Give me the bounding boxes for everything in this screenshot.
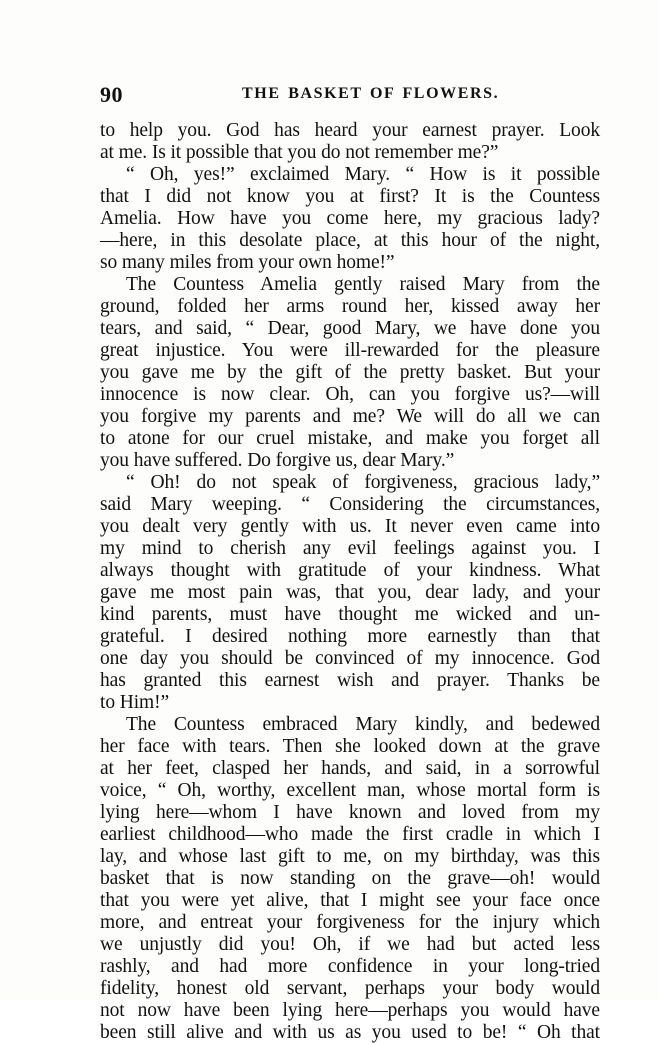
text-line: to atone for our cruel mistake, and make you forget all [100,428,600,449]
text-line: The Countess Amelia gently raised Mary from the [126,274,600,295]
running-title: THE BASKET OF FLOWERS. [242,85,500,102]
text-line: lying here—whom I have known and loved from my [100,802,600,823]
text-line: so many miles from your own home!” [100,252,395,273]
text-line: has granted this earnest wish and prayer. Thanks be [100,670,600,691]
text-line: voice, “ Oh, worthy, excellent man, whose mortal form is [100,780,600,801]
text-line: at me. Is it possible that you do not remember me?” [100,142,499,163]
text-line: great injustice. You were ill-rewarded for the pleasure [100,340,600,361]
text-line: always thought with gratitude of your kindness. What [100,560,600,581]
text-line: earliest childhood—who made the first cradle in which I [100,824,600,845]
text-line: Amelia. How have you come here, my gracious lady? [100,208,600,229]
text-line: basket that is now standing on the grave—oh! would [100,868,600,889]
text-line: tears, and said, “ Dear, good Mary, we have done you [100,318,600,339]
text-line: not now have been lying here—perhaps you would have [100,1000,600,1021]
text-line: to help you. God has heard your earnest prayer. Look [100,120,600,141]
text-line: one day you should be convinced of my innocence. God [100,648,600,669]
text-line: we unjustly did you! Oh, if we had but acted less [100,934,600,955]
text-line: been still alive and with us as you used to be! “ Oh that [100,1022,600,1043]
text-line: you forgive my parents and me? We will do all we can [100,406,600,427]
text-line: kind parents, must have thought me wicked and un- [100,604,600,625]
text-line: more, and entreat your forgiveness for the injury which [100,912,600,933]
text-line: rashly, and had more confidence in your long-tried [100,956,600,977]
running-header [100,82,620,110]
body-text [100,120,600,1044]
text-line: fidelity, honest old servant, perhaps your body would [100,978,600,999]
text-line: my mind to cherish any evil feelings against you. I [100,538,600,559]
text-line: innocence is now clear. Oh, can you forgive us?—will [100,384,600,405]
text-line: to Him!” [100,692,170,713]
text-line: you gave me by the gift of the pretty basket. But your [100,362,600,383]
text-line: lay, and whose last gift to me, on my birthday, was this [100,846,600,867]
text-line: ground, folded her arms round her, kissed away her [100,296,600,317]
text-line: said Mary weeping. “ Considering the circumstances, [100,494,600,515]
text-line: —here, in this desolate place, at this hour of the night, [100,230,600,251]
text-line: “ Oh! do not speak of forgiveness, gracious lady,” [126,472,600,493]
text-line: you have suffered. Do forgive us, dear Mary.” [100,450,455,471]
text-line: her face with tears. Then she looked down at the grave [100,736,600,757]
text-line: “ Oh, yes!” exclaimed Mary. “ How is it possible [126,164,600,185]
text-line: The Countess embraced Mary kindly, and bedewed [126,714,600,735]
text-line: you dealt very gently with us. It never even came into [100,516,600,537]
text-line: at her feet, clasped her hands, and said, in a sorrowful [100,758,600,779]
text-line: that I did not know you at first? It is the Countess [100,186,600,207]
text-line: gave me most pain was, that you, dear lady, and your [100,582,600,603]
text-line: that you were yet alive, that I might see your face once [100,890,600,911]
page-number: 90 [100,82,123,107]
text-line: grateful. I desired nothing more earnestly than that [100,626,600,647]
